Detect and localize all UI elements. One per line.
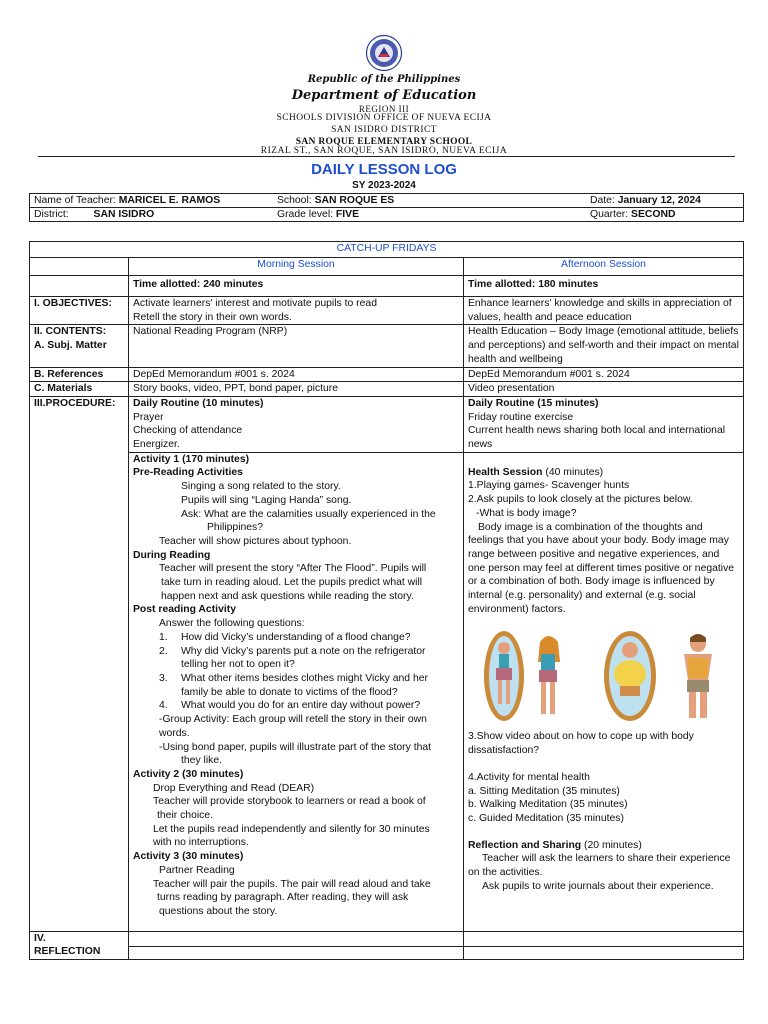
district-line: SAN ISIDRO DISTRICT — [331, 125, 437, 135]
deped-seal-logo — [356, 34, 412, 72]
mirror-woman-image — [474, 626, 584, 724]
document-title: DAILY LESSON LOG — [311, 161, 457, 178]
daily-routine-morning: Daily Routine (10 minutes) Prayer Checking of attendance Energizer. — [129, 396, 464, 452]
grade-cell: Grade level: FIVE — [273, 208, 586, 222]
department-name: Department of Education — [291, 88, 477, 103]
reflection-afternoon-2 — [464, 946, 744, 959]
body-image-illustration — [468, 616, 739, 730]
district-cell: District: SAN ISIDRO — [30, 208, 274, 222]
lesson-log-table — [29, 241, 744, 960]
header-divider — [38, 156, 735, 157]
mirror-man-image — [592, 626, 732, 724]
republic-line: Republic of the Philippines — [307, 74, 461, 85]
teacher-name: MARICEL E. RAMOS — [118, 195, 221, 206]
reflection-morning — [129, 931, 464, 946]
activities-afternoon: Health Session (40 minutes) 1.Playing games- Scavenger hunts 2.Ask pupils to look closely at the pictures below. -What is body image? Body image is a combination of the thoughts and feelings that you have about your body. Body image may range between positive and negative experiences, and one person may feel at different times positive or negative or a combination of both. Body image is influenced by internal (e.g. personality) and external (e.g. social environment) factors. 3.Show video about on how to cope up with body dissatisfaction? 4.Activity for mental health a. Sitting Meditation (35 minutes) b. Walking Meditation (35 minutes) c. Guided Meditation (35 minutes) Reflection and Sharing (20 minutes) Teacher will ask the learners to share their experience on the activities. Ask pupils to write journals about their experience. — [464, 452, 744, 931]
address-line: RIZAL ST., SAN ROQUE, SAN ISIDRO, NUEVA ECIJA — [260, 146, 508, 156]
objectives-afternoon: Enhance learners' knowledge and skills in appreciation of values, health and peace education — [464, 297, 744, 325]
materials-morning: Story books, video, PPT, bond paper, picture — [129, 382, 464, 397]
morning-session-header: Morning Session — [129, 258, 464, 276]
reflection-morning-2 — [129, 946, 464, 959]
references-afternoon: DepEd Memorandum #001 s. 2024 — [464, 367, 744, 382]
objectives-label: I. OBJECTIVES: — [30, 297, 129, 325]
reflection-afternoon — [464, 931, 744, 946]
objectives-morning: Activate learners' interest and motivate pupils to read Retell the story in their own words. — [129, 297, 464, 325]
region-line: REGION III — [358, 104, 410, 114]
contents-afternoon: Health Education – Body Image (emotional attitude, beliefs and perceptions) and self-worth and their impact on mental health and wellbeing — [464, 325, 744, 367]
grade-value: FIVE — [335, 209, 360, 220]
school-name: SAN ROQUE ES — [314, 195, 395, 206]
catch-up-title: CATCH-UP FRIDAYS — [30, 242, 744, 258]
date-cell: Date: January 12, 2024 — [586, 194, 744, 208]
quarter-cell: Quarter: SECOND — [586, 208, 744, 222]
materials-afternoon: Video presentation — [464, 382, 744, 397]
quarter-value: SECOND — [631, 209, 676, 220]
time-afternoon: Time allotted: 180 minutes — [464, 276, 744, 297]
blank-cell — [30, 258, 129, 276]
division-line: SCHOOLS DIVISION OFFICE OF NUEVA ECIJA — [276, 113, 492, 123]
district-value: SAN ISIDRO — [93, 209, 155, 220]
materials-label: C. Materials — [30, 382, 129, 397]
school-year: SY 2023-2024 — [352, 180, 416, 191]
procedure-label: III.PROCEDURE: — [30, 396, 129, 931]
references-morning: DepEd Memorandum #001 s. 2024 — [129, 367, 464, 382]
activities-morning: Activity 1 (170 minutes) Pre-Reading Activities Singing a song related to the story. Pupils will sing “Laging Handa” song. Ask: What are the calamities usually experienced in the Philippines? Teacher will show pictures about typhoon. During Reading Teacher will present the story “After The Flood”. Pupils will take turn in reading aloud. Let the pupils predict what will happen next and ask questions while reading the story. Post reading Activity Answer the following questions: 1. How did Vicky’s understanding of a flood change? 2. Why did Vicky’s parents put a note on the refrigerator telling her not to open it? 3. What other items besides clothes might Vicky and her family be able to donate to victims of the flood? 4. What would you do for an entire day without power? -Group Activity: Each group will retell the story in their own words. -Using bond paper, pupils will illustrate part of the story that they like. Activity 2 (30 minutes) Drop Everything and Read (DEAR) Teacher will provide storybook to learners or read a book of their choice. Let the pupils read independently and silently for 30 minutes with no interruptions. Activity 3 (30 minutes) Partner Reading Teacher will pair the pupils. The pair will read aloud and take turns reading by paragraph. After reading, they will ask questions about the story. — [129, 452, 464, 931]
reflection-label: IV. REFLECTION — [30, 931, 129, 959]
teacher-cell: Name of Teacher: MARICEL E. RAMOS — [30, 194, 274, 208]
daily-routine-afternoon: Daily Routine (15 minutes) Friday routine exercise Current health news sharing both local and international news — [464, 396, 744, 452]
blank-cell — [30, 276, 129, 297]
date-value: January 12, 2024 — [617, 195, 701, 206]
school-line: SAN ROQUE ELEMENTARY SCHOOL — [295, 137, 473, 147]
references-label: B. References — [30, 367, 129, 382]
contents-label: II. CONTENTS: A. Subj. Matter — [30, 325, 129, 367]
school-cell: School: SAN ROQUE ES — [273, 194, 586, 208]
time-morning: Time allotted: 240 minutes — [129, 276, 464, 297]
contents-morning: National Reading Program (NRP) — [129, 325, 464, 367]
info-table — [29, 193, 744, 222]
afternoon-session-header: Afternoon Session — [464, 258, 744, 276]
